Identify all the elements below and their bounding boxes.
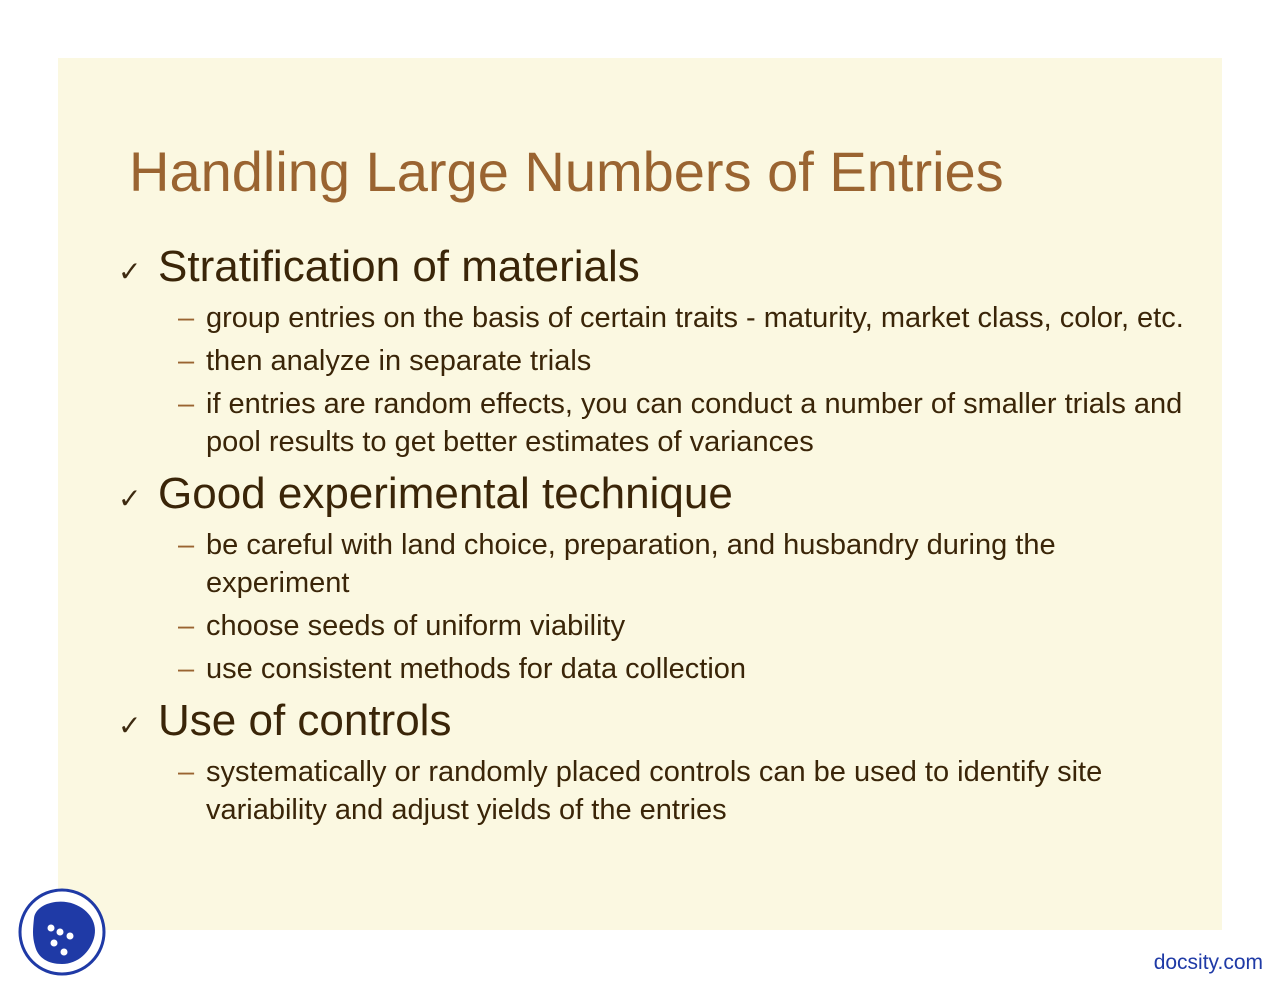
section-heading-row bbox=[116, 466, 1196, 522]
dash-bullet-icon: – bbox=[178, 653, 195, 685]
bullet-item bbox=[116, 650, 1196, 688]
bullet-item bbox=[116, 526, 1196, 602]
bullet-text: choose seeds of uniform viability bbox=[206, 610, 626, 642]
slide-title: Handling Large Numbers of Entries bbox=[129, 140, 1004, 203]
dash-bullet-icon: – bbox=[178, 345, 195, 377]
slide-content bbox=[116, 239, 1196, 834]
section-heading: Good experimental technique bbox=[158, 469, 733, 518]
section-controls bbox=[116, 693, 1196, 829]
section-heading: Use of controls bbox=[158, 696, 452, 745]
dash-bullet-icon: – bbox=[178, 388, 195, 420]
checkmark-icon: ✓ bbox=[118, 482, 142, 515]
section-technique bbox=[116, 466, 1196, 688]
dash-bullet-icon: – bbox=[178, 756, 195, 788]
bullet-list bbox=[116, 753, 1196, 829]
checkmark-icon: ✓ bbox=[118, 255, 142, 288]
bullet-list bbox=[116, 526, 1196, 688]
bullet-text: then analyze in separate trials bbox=[206, 345, 592, 377]
dash-bullet-icon: – bbox=[178, 302, 195, 334]
bullet-text: group entries on the basis of certain traits - maturity, market class, color, etc. bbox=[206, 302, 1184, 334]
bullet-text: systematically or randomly placed controls can be used to identify site variability and adjust yields of the entries bbox=[206, 756, 1103, 826]
bullet-text: be careful with land choice, preparation, and husbandry during the experiment bbox=[206, 529, 1056, 599]
checkmark-icon: ✓ bbox=[118, 709, 142, 742]
dash-bullet-icon: – bbox=[178, 610, 195, 642]
bullet-text: use consistent methods for data collection bbox=[206, 653, 747, 685]
docsity-watermark-link[interactable]: docsity.com bbox=[1153, 951, 1263, 974]
section-heading-row bbox=[116, 693, 1196, 749]
bullet-item bbox=[116, 342, 1196, 380]
bullet-item bbox=[116, 385, 1196, 461]
section-heading: Stratification of materials bbox=[158, 242, 640, 291]
bullet-item bbox=[116, 299, 1196, 337]
bullet-list bbox=[116, 299, 1196, 461]
slide bbox=[58, 58, 1222, 930]
bullet-item bbox=[116, 607, 1196, 645]
section-stratification bbox=[116, 239, 1196, 461]
docsity-logo-icon[interactable] bbox=[18, 888, 106, 976]
section-heading-row bbox=[116, 239, 1196, 295]
bullet-text: if entries are random effects, you can conduct a number of smaller trials and pool results to get better estimates of variances bbox=[206, 388, 1183, 458]
bullet-item bbox=[116, 753, 1196, 829]
dash-bullet-icon: – bbox=[178, 529, 195, 561]
